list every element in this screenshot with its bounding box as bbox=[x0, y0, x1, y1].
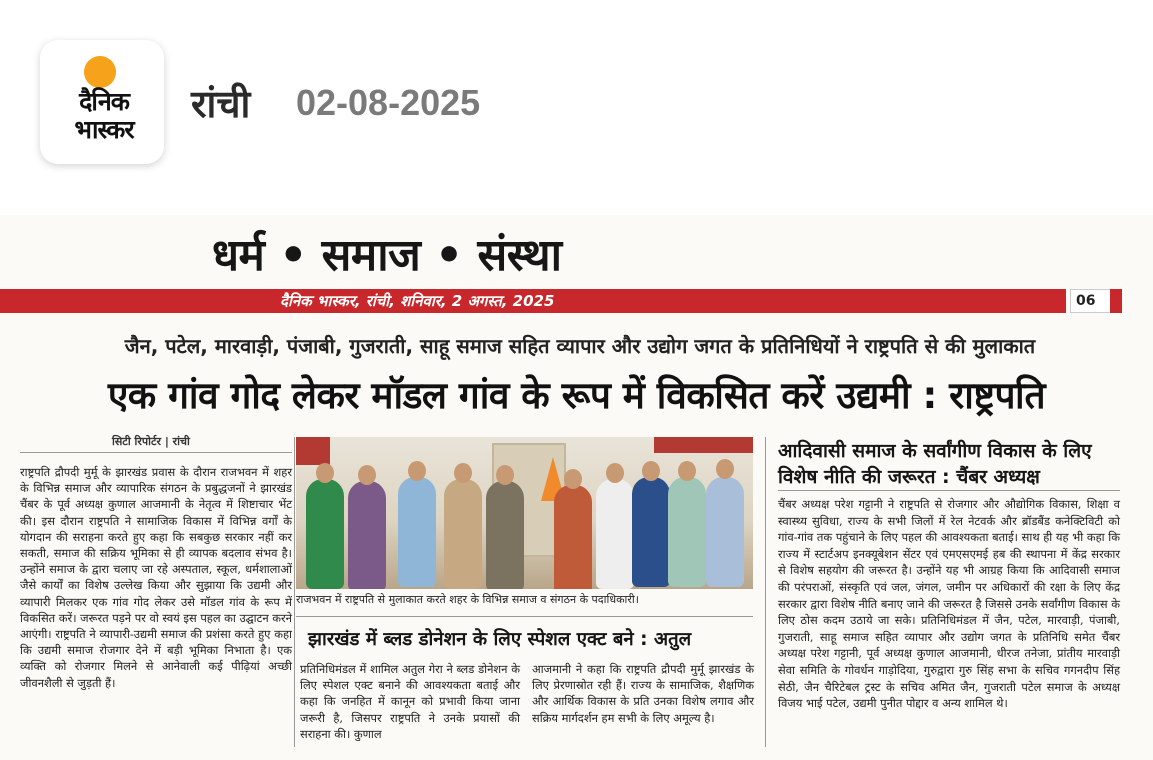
sun-icon bbox=[84, 56, 116, 88]
person-head bbox=[316, 463, 334, 483]
person-head bbox=[564, 469, 582, 489]
byline-rule bbox=[20, 452, 292, 453]
article-column-2b: आजमानी ने कहा कि राष्ट्रपति द्रौपदी मुर्मू झारखंड के लिए प्रेरणास्रोत रही हैं। राज्य के सामाजिक, शैक्षणिक और आर्थिक विकास के प्रति उनका विशेष लगाव और सक्रिय मार्गदर्शन हम सभी के लिए अमूल्य है। bbox=[532, 662, 754, 725]
photo-caption: राजभवन में राष्ट्रपति से मुलाकात करते शहर के विभिन्न समाज व संगठन के पदाधिकारी। bbox=[296, 593, 639, 606]
person bbox=[632, 477, 670, 587]
person bbox=[706, 477, 744, 587]
person-head bbox=[358, 465, 376, 485]
caption-rule bbox=[296, 616, 753, 617]
person bbox=[306, 479, 344, 589]
section-title: धर्म • समाज • संस्था bbox=[212, 230, 562, 281]
article-column-1: राष्ट्रपति द्रौपदी मुर्मू के झारखंड प्रवास के दौरान राजभवन में शहर के विभिन्न समाज और व्यापारिक संगठन के प्रबुद्धजनों ने झारखंड चैंबर के पूर्व अध्यक्ष कुणाल आजमानी के नेतृत्व में शिष्टाचार भेंट की। इस दौरान राष्ट्रपति ने सामाजिक विकास में विभिन्न वर्गों के योगदान की सराहना करते हुए कहा कि सबकुछ सरकार नहीं कर सकती, समाज की सक्रिय भूमिका से ही व्यापक बदलाव संभव है। उन्होंने समाज के द्वारा चलाए जा रहे अस्पताल, स्कूल, धर्मशालाओं जैसे कार्यों का विशेष उल्लेख किया और सुझाया कि उद्यमी और व्यापारी मिलकर एक गांव गोद लेकर उसे मॉडल गांव के रूप में विकसित करें। जरूरत पड़ने पर वो स्वयं इस पहल का उद्घाटन करने आएंगी। राष्ट्रपति ने व्यापारी-उद्यमी समाज की प्रशंसा करते हुए कहा कि उद्यमी समाज रोजगार देने में बड़ी भूमिका निभाता है। एक व्यक्ति को रोजगार मिलने से आनेवाली कई पीढ़ियां अच्छी जीवनशैली से जुड़ती हैं। bbox=[20, 465, 292, 690]
kicker: जैन, पटेल, मारवाड़ी, पंजाबी, गुजराती, साहू समाज सहित व्यापार और उद्योग जगत के प्रतिनिधियों ने राष्ट्रपति से की मुलाकात bbox=[124, 334, 1036, 358]
app-logo[interactable] bbox=[40, 40, 164, 164]
edition-city: रांची bbox=[191, 82, 251, 126]
logo-text-line1: दैनिक bbox=[79, 87, 129, 116]
person-head bbox=[716, 459, 734, 479]
page-number-accent bbox=[1110, 289, 1122, 313]
person-head bbox=[642, 461, 660, 481]
person bbox=[596, 479, 634, 589]
person-head bbox=[408, 461, 426, 481]
article-column-2a: प्रतिनिधिमंडल में शामिल अतुल गेरा ने ब्लड डोनेशन के लिए स्पेशल एक्ट बनाने की आवश्यकता बताई और कहा कि जनहित में कानून को प्रभावी किया जाना जरूरी है, जिसपर राष्ट्रपति ने उनके प्रयासों की सराहना की। कुणाल bbox=[300, 662, 520, 741]
article-photo bbox=[296, 437, 753, 589]
subheading-rule bbox=[778, 490, 1120, 491]
person bbox=[486, 481, 524, 589]
person-head bbox=[606, 463, 624, 483]
curtain bbox=[654, 437, 753, 453]
curtain bbox=[296, 437, 330, 465]
byline: सिटी रिपोर्टर | रांची bbox=[112, 435, 190, 448]
column-divider bbox=[765, 437, 766, 747]
article-column-3: चैंबर अध्यक्ष परेश गट्टानी ने राष्ट्रपति से रोजगार और औद्योगिक विकास, शिक्षा व स्वास्थ्य सुविधा, राज्य के सभी जिलों में रेल नेटवर्क और ब्रॉडबैंड कनेक्टिविटी को गांव-गांव तक पहुंचाने के लिए पहल की आवश्यकता बताई। साथ ही यह भी कहा कि राज्य में स्टार्टअप इनक्यूबेशन सेंटर एवं एमएसएमई हब की स्थापना में केंद्र सरकार से विशेष सहयोग की जरूरत है। उन्होंने यह भी आग्रह किया कि आदिवासी समाज की परंपराओं, संस्कृति एवं जल, जंगल, जमीन पर अधिकारों की रक्षा के लिए केंद्र सरकार द्वारा विशेष नीति बनाए जाने की जरूरत है जिससे उनके सर्वांगीण विकास के लिए ठोस कदम उठाये जा सके। प्रतिनिधिमंडल में जैन, पटेल, मारवाड़ी, पंजाबी, गुजराती, साहू समाज सहित व्यापार और उद्योग जगत के प्रतिनिधि समेत चैंबर अध्यक्ष परेश गट्टानी, पूर्व अध्यक्ष कुणाल आजमानी, धीरज तनेजा, प्रांतीय मारवाड़ी सेवा समिति के गोवर्धन गाड़ोदिया, गुरुद्वारा गुरु सिंह सभा के सचिव गगनदीप सिंह सेठी, जैन चैरिटेबल ट्रस्ट के सचिव अमित जैन, गुजराती पटेल समाज के अध्यक्ष विजय भाई पटेल, उद्यमी पुनीत पोद्दार व अन्य शामिल थे। bbox=[778, 497, 1120, 711]
person bbox=[554, 485, 592, 589]
subheading-blood-donation: झारखंड में ब्लड डोनेशन के लिए स्पेशल एक्ट बने : अतुल bbox=[308, 629, 692, 650]
edition-date: 02-08-2025 bbox=[296, 82, 481, 123]
person bbox=[348, 481, 386, 589]
person-head bbox=[454, 463, 472, 483]
person bbox=[398, 477, 436, 587]
person bbox=[668, 477, 706, 587]
person-head bbox=[678, 461, 696, 481]
person-head bbox=[496, 465, 514, 485]
logo-text-line2: भास्कर bbox=[74, 115, 134, 144]
person bbox=[444, 479, 482, 589]
page-number: 06 bbox=[1076, 293, 1096, 309]
masthead-line: दैनिक भास्कर, रांची, शनिवार, 2 अगस्त, 2025 bbox=[280, 292, 555, 310]
headline: एक गांव गोद लेकर मॉडल गांव के रूप में विकसित करें उद्यमी : राष्ट्रपति bbox=[107, 374, 1046, 417]
column-divider bbox=[294, 437, 295, 747]
subheading-tribal-policy: आदिवासी समाज के सर्वांगीण विकास के लिए विशेष नीति की जरूरत : चैंबर अध्यक्ष bbox=[778, 440, 1092, 488]
